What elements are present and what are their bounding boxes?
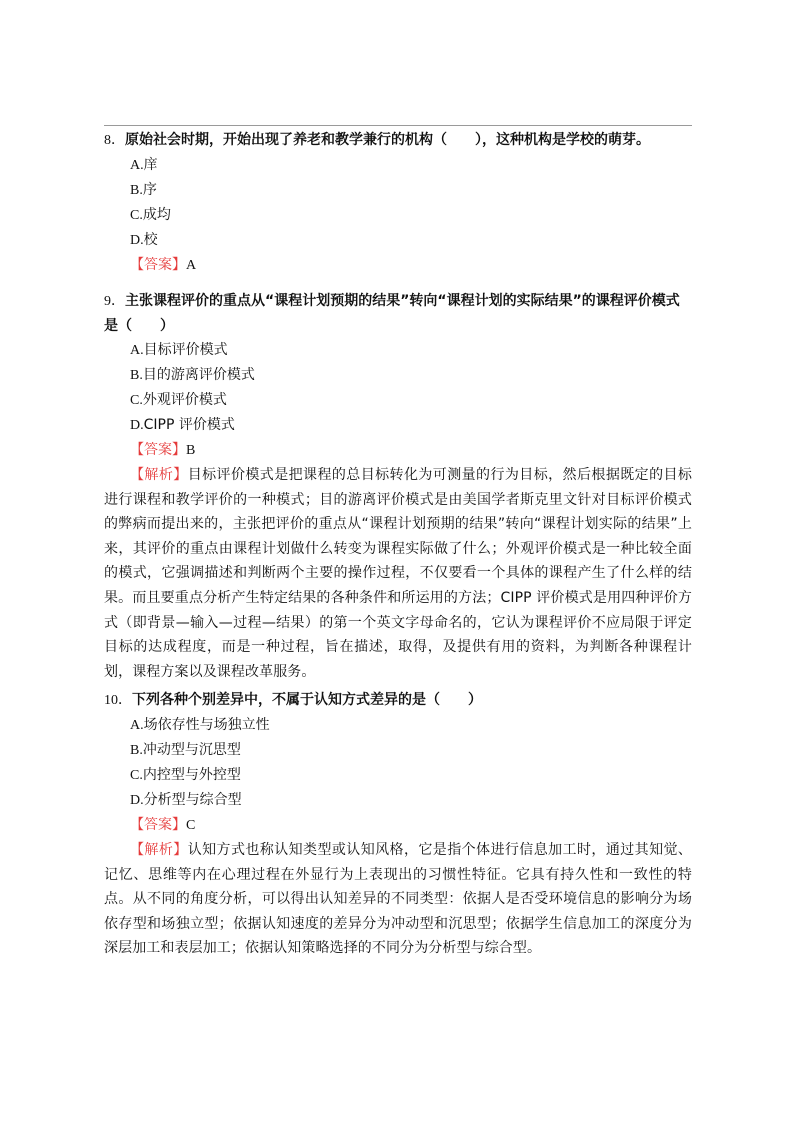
option-text: CIPP 评价模式 [143, 417, 235, 433]
option-text: 校 [143, 232, 158, 248]
explanation-tag: 【解析】 [130, 467, 188, 483]
option-b [130, 738, 692, 763]
question-9 [104, 289, 692, 684]
option-a [130, 338, 692, 363]
option-letter: D. [130, 418, 144, 433]
options-list [104, 338, 692, 438]
option-letter: C. [130, 208, 143, 223]
option-d [130, 228, 692, 253]
option-text: 分析型与综合型 [143, 792, 242, 808]
option-c [130, 763, 692, 788]
explanation [104, 463, 692, 684]
option-text: 目的游离评价模式 [142, 367, 255, 383]
option-letter: A. [130, 343, 144, 358]
answer-tag: 【答案】 [130, 257, 186, 273]
option-a [130, 713, 692, 738]
option-letter: A. [130, 718, 144, 733]
option-text: 序 [142, 182, 157, 198]
option-text: 冲动型与沉思型 [142, 742, 241, 758]
question-8 [104, 128, 692, 278]
option-a [130, 153, 692, 178]
answer-value: B [186, 443, 196, 458]
option-letter: B. [130, 183, 143, 198]
explanation-text: 认知方式也称认知类型或认知风格，它是指个体进行信息加工时，通过其知觉、记忆、思维等内在心理过程在外显行为上表现出的习惯性特征。它具有持久性和一致性的特点。从不同的角度分析，可以得出认知差异的不同类型：依据人是否受环境信息的影响分为场依存型和场独立型；依据认知速度的差异分为冲动型和沉思型；依据学生信息加工的深度分为深层加工和表层加工；依据认知策略选择的不同分为分析型与综合型。 [104, 842, 693, 957]
option-letter: D. [130, 233, 144, 248]
question-10 [104, 688, 692, 961]
option-letter: A. [130, 158, 144, 173]
question-stem [104, 289, 692, 338]
option-text: 目标评价模式 [143, 342, 228, 358]
option-letter: D. [130, 793, 144, 808]
option-text: 场依存性与场独立性 [143, 717, 270, 733]
options-list [104, 153, 692, 253]
explanation [104, 838, 692, 961]
answer-tag: 【答案】 [130, 817, 186, 833]
option-b [130, 178, 692, 203]
option-d [130, 413, 692, 438]
option-text: 成均 [142, 207, 171, 223]
explanation-tag: 【解析】 [130, 842, 188, 858]
header-rule [104, 125, 692, 126]
answer-line [104, 813, 692, 838]
question-text: 主张课程评价的重点从“课程计划预期的结果”转向“课程计划的实际结果”的课程评价模式是（ ） [104, 293, 680, 334]
answer-tag: 【答案】 [130, 442, 186, 458]
answer-line [104, 438, 692, 463]
question-number: 9． [104, 294, 125, 309]
answer-line [104, 253, 692, 278]
option-letter: B. [130, 743, 143, 758]
option-letter: B. [130, 368, 143, 383]
option-c [130, 388, 692, 413]
option-letter: C. [130, 393, 143, 408]
option-letter: C. [130, 768, 143, 783]
question-stem [104, 128, 692, 153]
question-text: 下列各种个别差异中，不属于认知方式差异的是（ ） [132, 692, 482, 708]
question-stem [104, 688, 692, 713]
question-number: 8． [104, 133, 125, 148]
question-number: 10． [104, 693, 132, 708]
option-text: 庠 [143, 157, 158, 173]
answer-value: A [186, 258, 197, 273]
options-list [104, 713, 692, 813]
question-text: 原始社会时期，开始出现了养老和教学兼行的机构（ ），这种机构是学校的萌芽。 [125, 132, 650, 148]
option-text: 内控型与外控型 [142, 767, 241, 783]
option-c [130, 203, 692, 228]
option-b [130, 363, 692, 388]
option-d [130, 788, 692, 813]
answer-value: C [186, 818, 196, 833]
explanation-text: 目标评价模式是把课程的总目标转化为可测量的行为目标，然后根据既定的目标进行课程和教学评价的一种模式；目的游离评价模式是由美国学者斯克里文针对目标评价模式的弊病而提出来的，主张把评价的重点从“课程计划预期的结果”转向“课程计划实际的结果”上来，其评价的重点由课程计划做什么转变为课程实际做了什么；外观评价模式是一种比较全面的模式，它强调描述和判断两个主要的操作过程，不仅要看一个具体的课程产生了什么样的结果。而且要重点分析产生特定结果的各种条件和所运用的方法；CIPP 评价模式是用四种评价方式（即背景—输入—过程—结果）的第一个英文字母命名的，它认为课程评价不应局限于评定目标的达成程度，而是一种过程，旨在描述，取得，及提供有用的资料，为判断各种课程计划，课程方案以及课程改革服务。 [104, 467, 693, 680]
option-text: 外观评价模式 [142, 392, 227, 408]
